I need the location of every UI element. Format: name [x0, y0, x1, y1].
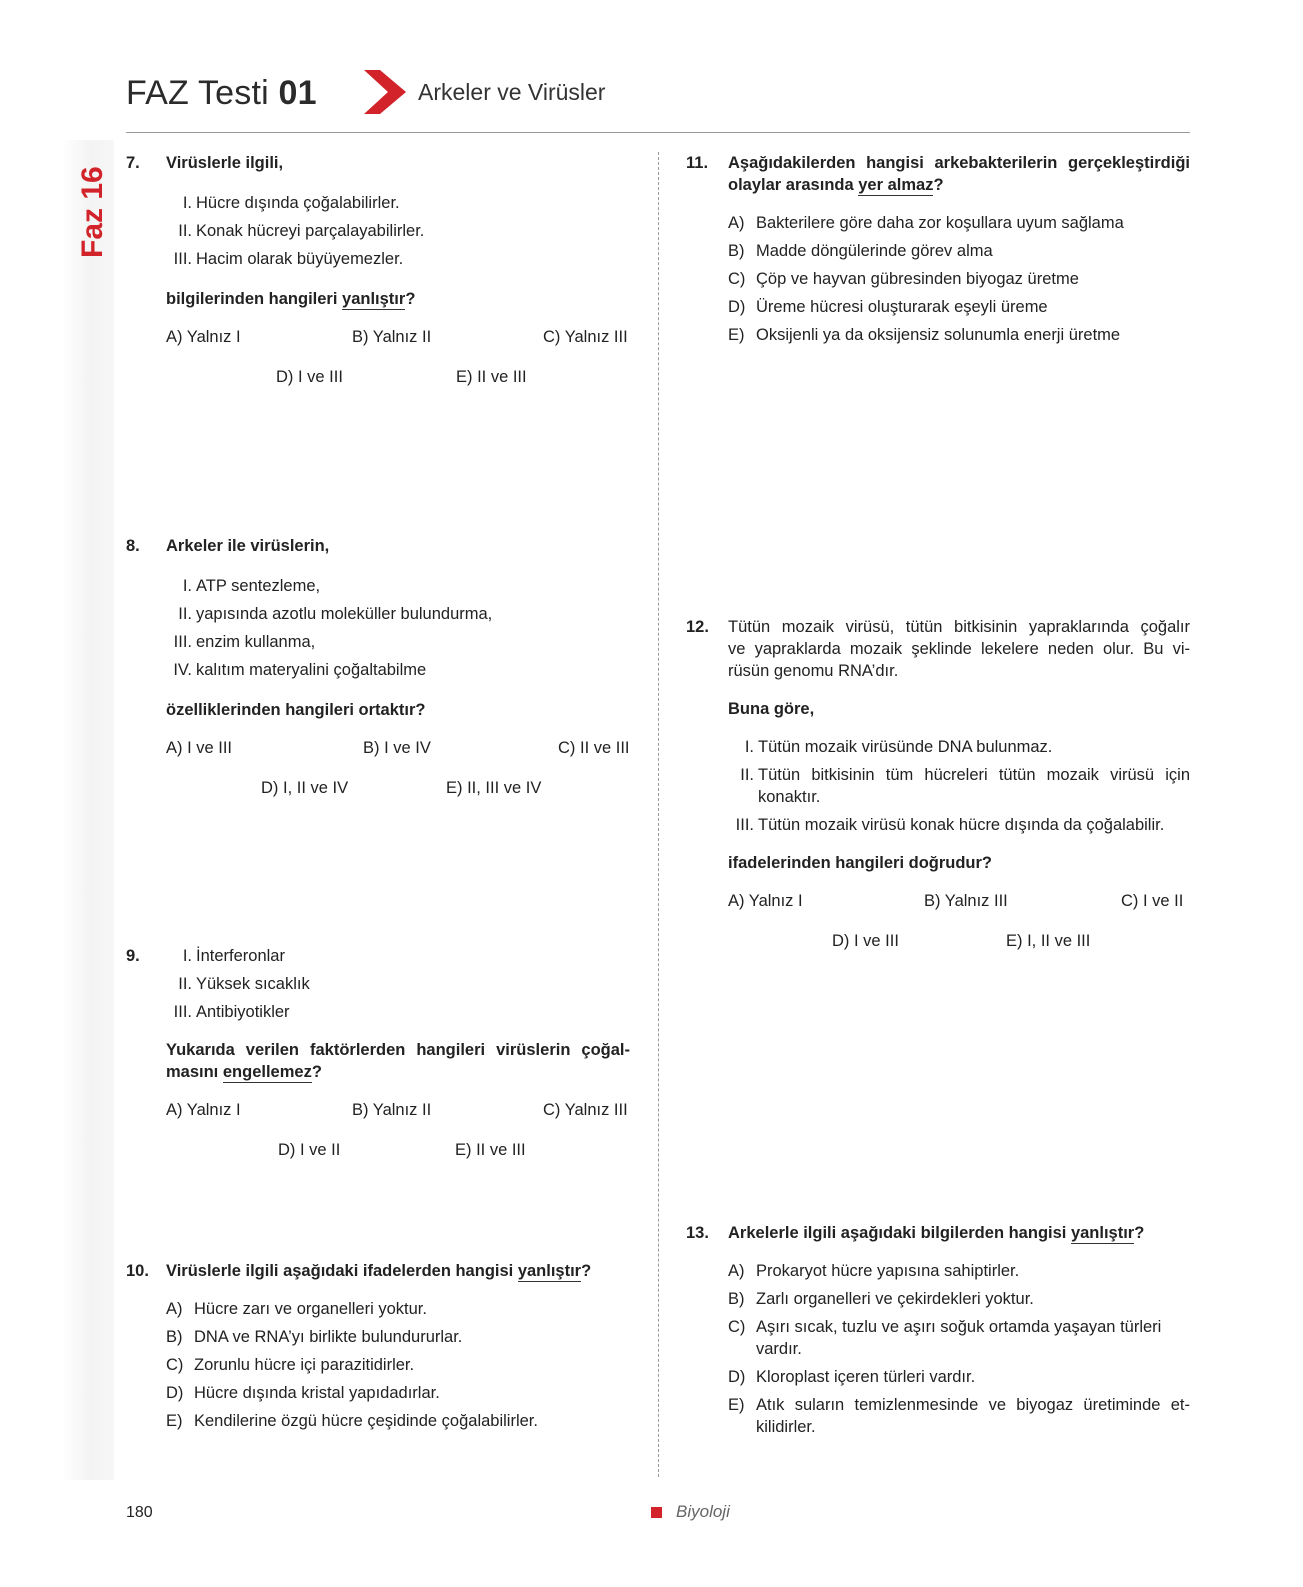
column-divider: [658, 152, 659, 1477]
question-prompt-line-1: Yukarıda verilen faktörlerden hangileri virüslerin çoğal-: [166, 1041, 630, 1059]
option-b[interactable]: B) Yalnız II: [352, 328, 432, 346]
statement-2: II. yapısında azotlu moleküller bulundurma,: [178, 605, 493, 623]
question-9: [126, 945, 630, 1165]
statement-1: I. Hücre dışında çoğalabilirler.: [182, 194, 400, 212]
question-12: [686, 616, 1190, 956]
option-e[interactable]: E) I, II ve III: [1006, 932, 1091, 950]
question-prompt: bilgilerinden hangileri yanlıştır?: [166, 290, 416, 308]
option-a[interactable]: A) Prokaryot hücre yapısına sahiptirler.: [728, 1262, 1020, 1280]
question-number: 11.: [686, 154, 709, 172]
option-d[interactable]: D) Hücre dışında kristal yapıdadırlar.: [166, 1384, 440, 1402]
statement-3: III. Hacim olarak büyüyemezler.: [173, 250, 404, 268]
test-subtitle: Arkeler ve Virüsler: [418, 79, 606, 105]
square-icon: [651, 1507, 662, 1518]
header-divider: [126, 132, 1190, 133]
side-tab-label: [64, 150, 124, 260]
statement-4: IV. kalıtım materyalini çoğaltabilme: [173, 661, 427, 679]
side-strip: [62, 140, 114, 1480]
question-stem-line-1: Aşağıdakilerden hangisi arkebakterilerin gerçekleştirdiği: [728, 154, 1190, 172]
question-8: [126, 535, 630, 795]
option-a[interactable]: A) Yalnız I: [166, 328, 241, 346]
option-c[interactable]: C) Yalnız III: [543, 1101, 628, 1119]
option-d[interactable]: D) I, II ve IV: [261, 779, 349, 797]
option-b[interactable]: B) Zarlı organelleri ve çekirdekleri yoktur.: [728, 1290, 1034, 1308]
question-number: 7.: [126, 154, 140, 172]
option-c[interactable]: C) Aşırı sıcak, tuzlu ve aşırı soğuk ortamda yaşayan türleri: [728, 1318, 1162, 1336]
option-e[interactable]: E) Kendilerine özgü hücre çeşidinde çoğalabilirler.: [166, 1412, 538, 1430]
question-stem: Arkeler ile virüslerin,: [166, 537, 330, 555]
question-number: 8.: [126, 537, 140, 555]
option-b[interactable]: B) I ve IV: [363, 739, 431, 757]
question-lead: Buna göre,: [728, 700, 815, 718]
option-c[interactable]: C) II ve III: [558, 739, 630, 757]
statement-2-continued: konaktır.: [758, 788, 821, 806]
option-e[interactable]: E) II ve III: [455, 1141, 526, 1159]
option-e[interactable]: E) Atık suların temizlenmesinde ve biyogaz üretiminde et-: [728, 1396, 1190, 1414]
option-c-continued: vardır.: [756, 1340, 802, 1358]
option-e[interactable]: E) II ve III: [456, 368, 527, 386]
chevron-right-icon: [364, 70, 406, 114]
intro-line-1: Tütün mozaik virüsü, tütün bitkisinin yapraklarında çoğalır: [728, 618, 1190, 636]
option-a[interactable]: A) Yalnız I: [166, 1101, 241, 1119]
option-c[interactable]: C) I ve II: [1121, 892, 1184, 910]
option-b[interactable]: B) DNA ve RNA’yı birlikte bulundururlar.: [166, 1328, 463, 1346]
question-prompt-line-2: masını engellemez?: [166, 1063, 322, 1081]
question-stem: Arkelerle ilgili aşağıdaki bilgilerden hangisi yanlıştır?: [728, 1224, 1145, 1242]
statement-2: II. Tütün bitkisinin tüm hücreleri tütün mozaik virüsü için: [740, 766, 1190, 784]
side-tab-text: Faz 16: [76, 166, 109, 258]
statement-1: I. Tütün mozaik virüsünde DNA bulunmaz.: [744, 738, 1053, 756]
statement-1: I. İnterferonlar: [182, 947, 285, 965]
question-number: 10.: [126, 1262, 149, 1280]
option-e[interactable]: E) Oksijenli ya da oksijensiz solunumla enerji üretme: [728, 326, 1121, 344]
option-d[interactable]: D) I ve III: [832, 932, 899, 950]
option-b[interactable]: B) Madde döngülerinde görev alma: [728, 242, 993, 260]
option-a[interactable]: A) Hücre zarı ve organelleri yoktur.: [166, 1300, 427, 1318]
intro-line-2: ve yapraklarda mozaik şeklinde lekelere neden olur. Bu vi-: [728, 640, 1190, 658]
subject-label: Biyoloji: [676, 1502, 730, 1521]
option-e-continued: kilidirler.: [756, 1418, 816, 1436]
question-stem-line-2: olaylar arasında yer almaz?: [728, 176, 944, 194]
question-number: 13.: [686, 1224, 709, 1242]
option-e[interactable]: E) II, III ve IV: [446, 779, 542, 797]
option-d[interactable]: D) Üreme hücresi oluşturarak eşeyli üreme: [728, 298, 1048, 316]
question-11: [686, 152, 1190, 352]
option-a[interactable]: A) Bakterilere göre daha zor koşullara uyum sağlama: [728, 214, 1124, 232]
test-title-prefix: FAZ Testi: [126, 74, 269, 112]
question-7: [126, 152, 630, 392]
option-c[interactable]: C) Zorunlu hücre içi parazitidirler.: [166, 1356, 415, 1374]
test-title: [126, 74, 317, 113]
option-c[interactable]: C) Çöp ve hayvan gübresinden biyogaz üretme: [728, 270, 1079, 288]
option-b[interactable]: B) Yalnız II: [352, 1101, 432, 1119]
question-13: [686, 1222, 1190, 1442]
statement-1: I. ATP sentezleme,: [182, 577, 321, 595]
question-number: 9.: [126, 947, 140, 965]
option-d[interactable]: D) I ve III: [276, 368, 343, 386]
option-a[interactable]: A) Yalnız I: [728, 892, 803, 910]
question-number: 12.: [686, 618, 709, 636]
option-b[interactable]: B) Yalnız III: [924, 892, 1008, 910]
question-stem: Virüslerle ilgili,: [166, 154, 284, 172]
page-number: 180: [126, 1504, 153, 1521]
statement-3: III. Antibiyotikler: [173, 1003, 290, 1021]
statement-3: III. Tütün mozaik virüsü konak hücre dışında da çoğalabilir.: [735, 816, 1165, 834]
question-prompt: özelliklerinden hangileri ortaktır?: [166, 701, 426, 719]
question-prompt: ifadelerinden hangileri doğrudur?: [728, 854, 993, 872]
statement-2: II. Yüksek sıcaklık: [178, 975, 310, 993]
option-d[interactable]: D) I ve II: [278, 1141, 341, 1159]
statement-3: III. enzim kullanma,: [173, 633, 316, 651]
option-a[interactable]: A) I ve III: [166, 739, 233, 757]
statement-2: II. Konak hücreyi parçalayabilirler.: [178, 222, 425, 240]
question-10: [126, 1260, 630, 1440]
question-stem: Virüslerle ilgili aşağıdaki ifadelerden hangisi yanlıştır?: [166, 1262, 592, 1280]
intro-line-3: rüsün genomu RNA’dır.: [728, 662, 899, 680]
option-d[interactable]: D) Kloroplast içeren türleri vardır.: [728, 1368, 976, 1386]
test-number: 01: [278, 74, 317, 112]
option-c[interactable]: C) Yalnız III: [543, 328, 628, 346]
